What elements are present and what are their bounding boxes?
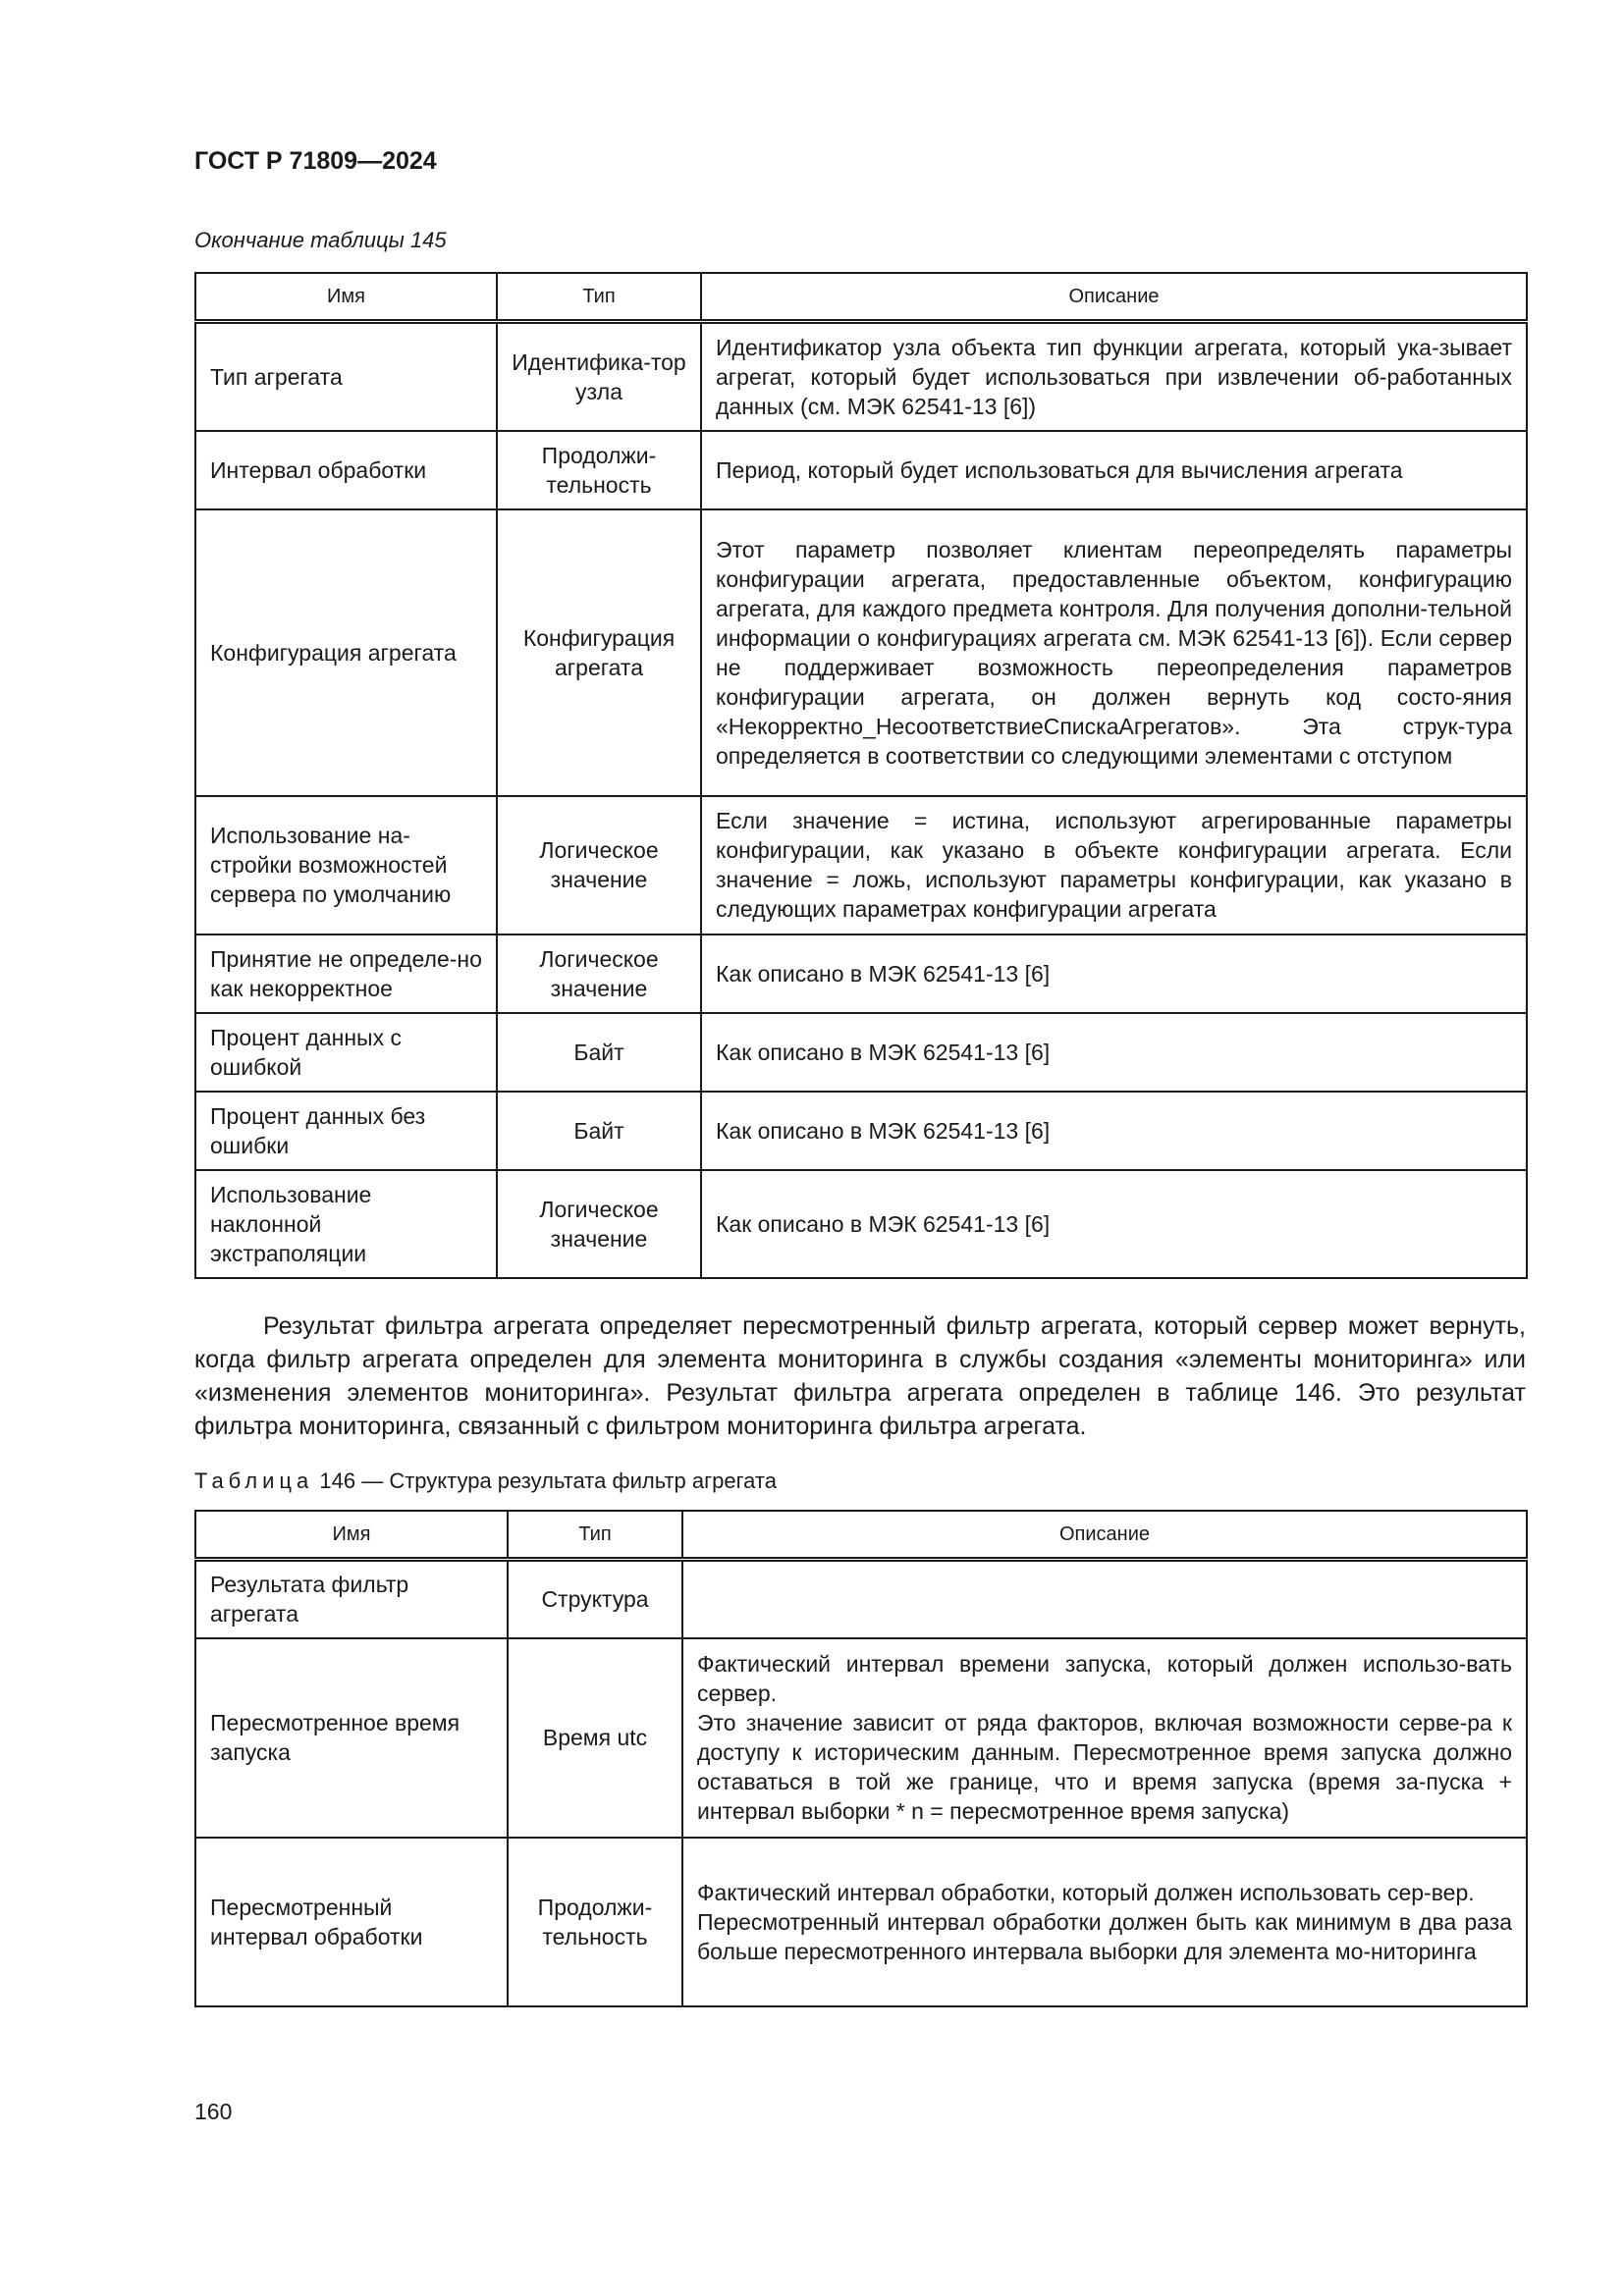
table-row	[195, 796, 1527, 934]
cell-type: Продолжи-тельность	[497, 431, 701, 509]
cell-type: Конфигурация агрегата	[497, 509, 701, 796]
cell-name: Результата фильтр агрегата	[195, 1560, 508, 1638]
cell-type: Байт	[497, 1092, 701, 1170]
document-code: ГОСТ Р 71809—2024	[194, 147, 437, 175]
cell-name: Тип агрегата	[195, 322, 497, 431]
table-146-caption	[194, 1468, 777, 1494]
cell-description: Этот параметр позволяет клиентам переопределять параметры конфигурации агрегата, предоставленные объектом, конфигурацию агрегата, для каждого предмета контроля. Для получения дополни-тельной информации о конфигурациях агрегата см. МЭК 62541-13 [6]). Если сервер не поддерживает возможность переопределения параметров конфигурации агрегата, он должен вернуть код состо-яния «Некорректно_НесоответствиеСпискаАгрегатов». Эта струк-тура определяется в соответствии со следующими элементами с отступом	[701, 509, 1527, 796]
cell-type: Логическое значение	[497, 796, 701, 934]
cell-description: Период, который будет использоваться для вычисления агрегата	[701, 431, 1527, 509]
cell-description: Как описано в МЭК 62541-13 [6]	[701, 1013, 1527, 1092]
cell-type: Структура	[508, 1560, 682, 1638]
column-header-description: Описание	[682, 1511, 1527, 1560]
table-row	[195, 934, 1527, 1013]
table-row	[195, 1092, 1527, 1170]
table-row	[195, 1013, 1527, 1092]
table-row	[195, 1170, 1527, 1278]
cell-name: Пересмотренное время запуска	[195, 1638, 508, 1838]
table-row	[195, 322, 1527, 431]
column-header-description: Описание	[701, 273, 1527, 322]
column-header-type: Тип	[508, 1511, 682, 1560]
cell-name: Пересмотренный интервал обработки	[195, 1838, 508, 2006]
table-row	[195, 1838, 1527, 2006]
cell-type: Логическое значение	[497, 934, 701, 1013]
table-row	[195, 1560, 1527, 1638]
cell-type: Время utc	[508, 1638, 682, 1838]
table-row	[195, 431, 1527, 509]
table-146	[194, 1510, 1528, 2007]
cell-name: Принятие не определе-но как некорректное	[195, 934, 497, 1013]
table-row	[195, 1638, 1527, 1838]
cell-name: Конфигурация агрегата	[195, 509, 497, 796]
cell-name: Интервал обработки	[195, 431, 497, 509]
table-header-row	[195, 1511, 1527, 1560]
cell-name: Использование на-стройки возможностей сервера по умолчанию	[195, 796, 497, 934]
cell-description: Как описано в МЭК 62541-13 [6]	[701, 934, 1527, 1013]
table-label: Таблица	[194, 1468, 314, 1493]
cell-description: Как описано в МЭК 62541-13 [6]	[701, 1092, 1527, 1170]
column-header-name: Имя	[195, 273, 497, 322]
table-row	[195, 509, 1527, 796]
cell-description: Фактический интервал времени запуска, который должен использо-вать сервер. Это значение зависит от ряда факторов, включая возможности серве-ра к доступу к историческим данным. Пересмотренное время запуска должно оставаться в той же границе, что и время запуска (время за-пуска + интервал выборки * n = пересмотренное время запуска)	[682, 1638, 1527, 1838]
cell-name: Процент данных с ошибкой	[195, 1013, 497, 1092]
cell-description	[682, 1560, 1527, 1638]
column-header-type: Тип	[497, 273, 701, 322]
table-146-title: 146 — Структура результата фильтр агрегата	[319, 1468, 777, 1493]
cell-type: Байт	[497, 1013, 701, 1092]
body-paragraph: Результат фильтра агрегата определяет пересмотренный фильтр агрегата, который сервер может вернуть, когда фильтр агрегата определен для элемента мониторинга в службы создания «элементы мониторинга» или «изменения элементов мониторинга». Результат фильтра агрегата определен в таблице 146. Это результат фильтра мониторинга, связанный с фильтром мониторинга фильтра агрегата.	[194, 1312, 1526, 1440]
cell-type: Логическое значение	[497, 1170, 701, 1278]
table-145	[194, 272, 1528, 1279]
table-header-row	[195, 273, 1527, 322]
cell-description: Как описано в МЭК 62541-13 [6]	[701, 1170, 1527, 1278]
cell-name: Процент данных без ошибки	[195, 1092, 497, 1170]
cell-type: Продолжи-тельность	[508, 1838, 682, 2006]
cell-type: Идентифика-тор узла	[497, 322, 701, 431]
page-number: 160	[194, 2099, 233, 2124]
column-header-name: Имя	[195, 1511, 508, 1560]
table-145-continuation-caption: Окончание таблицы 145	[194, 228, 447, 252]
cell-name: Использование наклонной экстраполяции	[195, 1170, 497, 1278]
cell-description: Если значение = истина, используют агрегированные параметры конфигурации, как указано в объекте конфигурации агрегата. Если значение = ложь, используют параметры конфигурации, как указано в следующих параметрах конфигурации агрегата	[701, 796, 1527, 934]
cell-description: Идентификатор узла объекта тип функции агрегата, который ука-зывает агрегат, который будет использоваться при извлечении об-работанных данных (см. МЭК 62541-13 [6])	[701, 322, 1527, 431]
cell-description: Фактический интервал обработки, который должен использовать сер-вер. Пересмотренный интервал обработки должен быть как минимум в два раза больше пересмотренного интервала выборки для элемента мо-ниторинга	[682, 1838, 1527, 2006]
